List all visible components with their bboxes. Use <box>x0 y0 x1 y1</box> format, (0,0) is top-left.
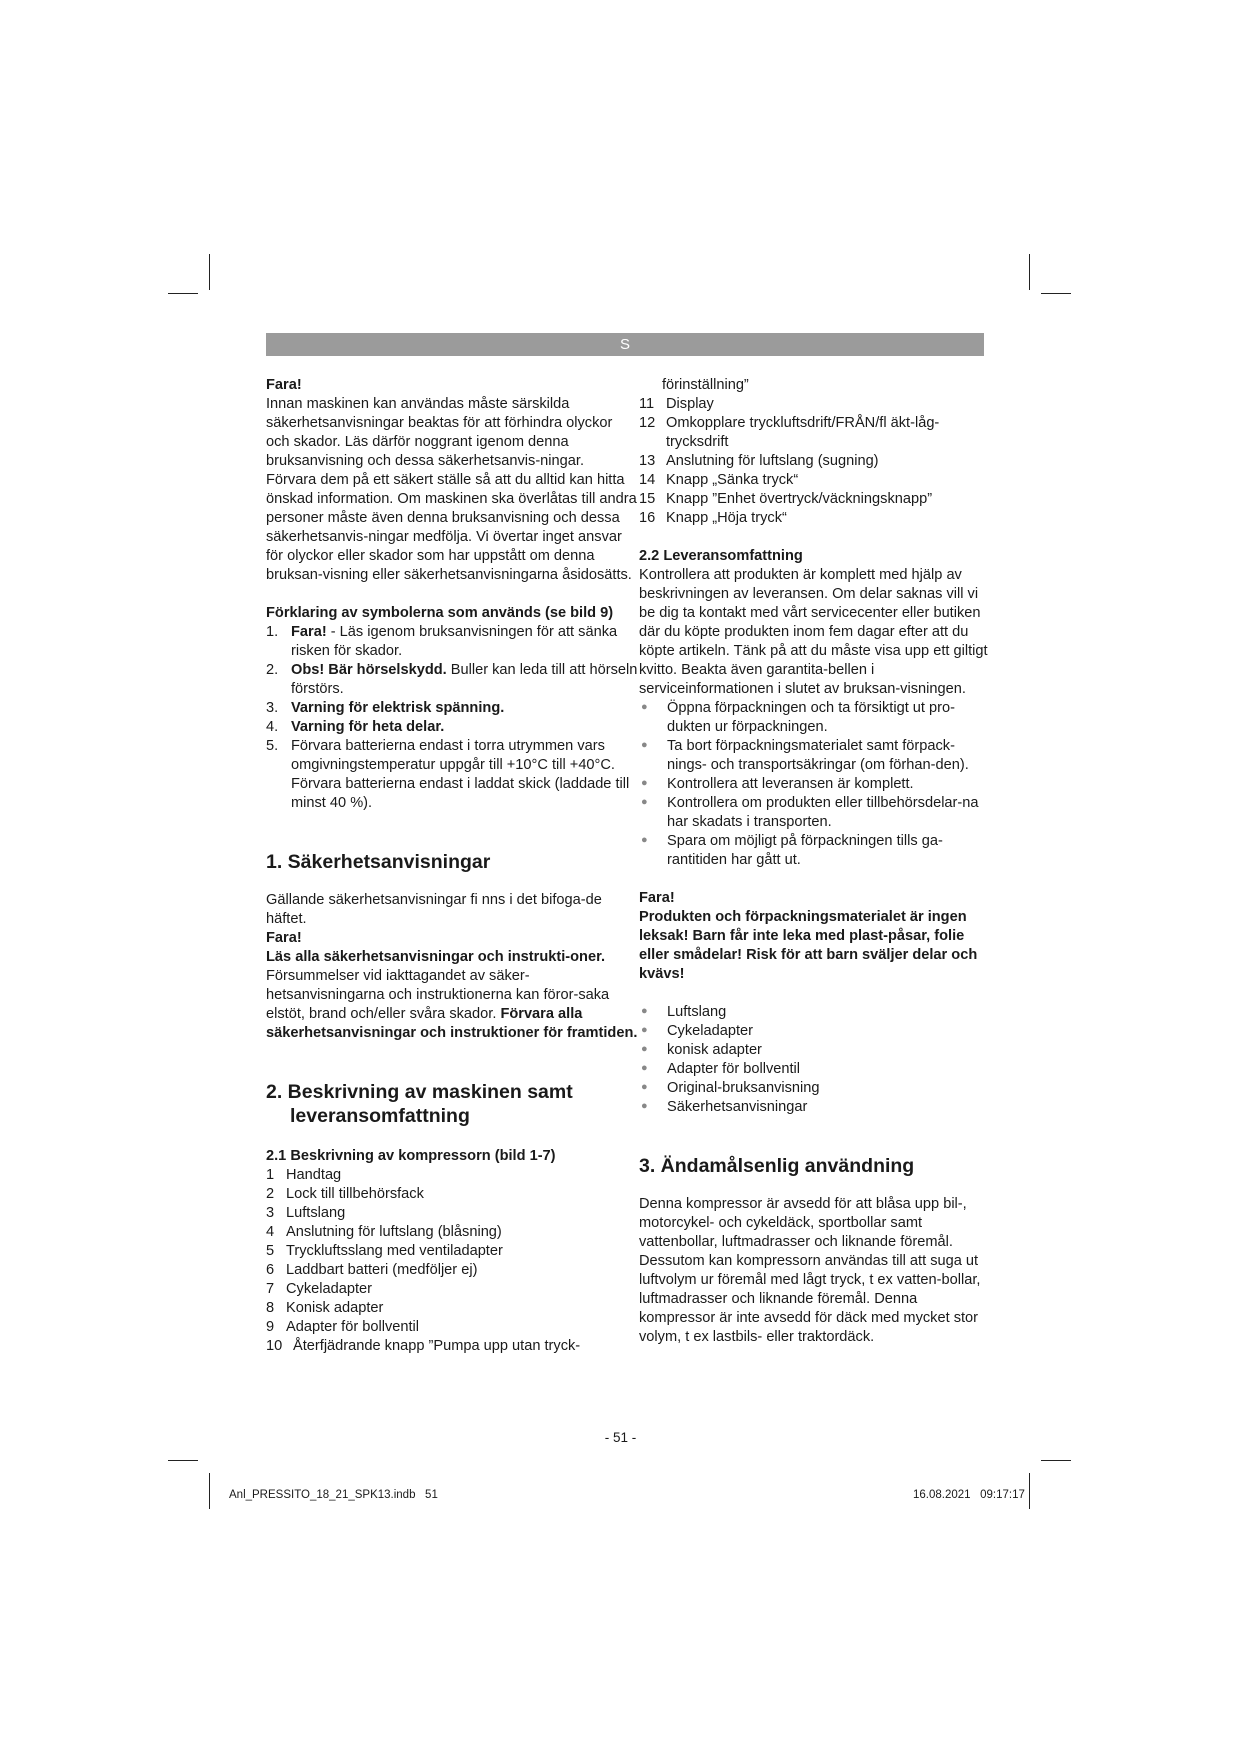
checklist-item <box>639 699 989 737</box>
part-name: Omkopplare tryckluftsdrift/FRÅN/fl äkt-låg-trycksdrift <box>666 415 940 450</box>
part-list-item <box>639 471 989 490</box>
delivery-item <box>639 1060 989 1079</box>
symbol-number: 5. <box>266 738 279 754</box>
symbol-text <box>291 623 638 661</box>
part-name: Återfjädrande knapp ”Pumpa upp utan tryck- <box>293 1338 581 1354</box>
crop-mark <box>1029 1473 1030 1509</box>
delivery-item <box>639 1041 989 1060</box>
part-number: 9 <box>266 1319 275 1335</box>
crop-mark <box>1041 293 1071 294</box>
symbol-list-item <box>266 623 638 661</box>
symbol-list-item <box>266 699 638 718</box>
part-list-item <box>266 1299 638 1318</box>
delivery-item-text: konisk adapter <box>667 1042 762 1058</box>
symbol-description: - Läs igenom bruksanvisningen för att sänka risken för skador. <box>291 624 618 659</box>
part-list-item <box>639 490 989 509</box>
part-number: 12 <box>639 415 656 431</box>
symbol-text <box>291 699 638 718</box>
part-name: Laddbart batteri (medföljer ej) <box>286 1262 478 1278</box>
part-list-item <box>266 1166 638 1185</box>
part-list-item <box>266 1280 638 1299</box>
crop-mark <box>1041 1460 1071 1461</box>
delivery-item <box>639 1003 989 1022</box>
delivery-item-text: Luftslang <box>667 1004 727 1020</box>
bullet-icon: ● <box>641 777 648 789</box>
parts-continuation: förinställning” <box>662 377 749 393</box>
section-2-heading-line-1: 2. Beskrivning av maskinen samt <box>266 1081 573 1103</box>
symbol-bold-label: Obs! Bär hörselskydd. <box>291 662 447 678</box>
section-1-text: Försummelser vid iakttagandet av säker-hetsanvisningarna och instruktionerna kan föror-saka elstöt, brand och/eller svåra skador. <box>266 968 610 1022</box>
parts-list-left <box>266 1166 638 1356</box>
delivery-item-text: Original-bruksanvisning <box>667 1080 820 1096</box>
crop-mark <box>1029 254 1030 290</box>
section-1-bold-intro: Läs alla säkerhetsanvisningar och instrukti-oner. <box>266 949 606 965</box>
section-2-2-title: 2.2 Leveransomfattning <box>639 548 803 564</box>
delivery-item <box>639 1098 989 1117</box>
part-name: Anslutning för luftslang (sugning) <box>666 453 879 469</box>
delivery-item-text: Säkerhetsanvisningar <box>667 1099 808 1115</box>
delivery-item-text: Adapter för bollventil <box>667 1061 801 1077</box>
part-number: 2 <box>266 1186 275 1202</box>
bullet-icon: ● <box>641 701 648 713</box>
unpacking-checklist <box>639 699 989 870</box>
bullet-icon: ● <box>641 796 648 808</box>
checklist-item <box>639 794 989 832</box>
crop-mark <box>209 254 210 290</box>
symbol-number: 4. <box>266 719 279 735</box>
symbol-description: Förvara batterierna endast i torra utrymmen vars omgivningstemperatur uppgår till +10°C till +40°C. Förvara batterierna endast i laddat skick (laddade till minst 40 %). <box>291 738 630 811</box>
symbol-bold-label: Varning för elektrisk spänning. <box>291 700 505 716</box>
section-2-2-paragraph: Kontrollera att produkten är komplett med hjälp av beskrivningen av leveransen. Om delar saknas vill vi be dig ta kontakt med vårt servicecenter eller butiken där du köpte produkten inom fem dagar efter att du köpte artikeln. Tänk på att du måste visa upp ett giltigt kvitto. Beakta även garantita-bellen i serviceinformationen i slutet av bruksan-visningen. <box>639 567 988 697</box>
symbol-list-item <box>266 718 638 737</box>
part-number: 3 <box>266 1205 275 1221</box>
symbol-number: 1. <box>266 624 279 640</box>
symbol-list-item <box>266 661 638 699</box>
part-name: Tryckluftsslang med ventiladapter <box>286 1243 503 1259</box>
right-column <box>639 376 989 1347</box>
part-number: 5 <box>266 1243 275 1259</box>
print-datetime: 16.08.2021 09:17:17 <box>913 1489 1025 1501</box>
bullet-icon: ● <box>641 739 648 751</box>
section-3-heading: 3. Ändamålsenlig användning <box>639 1155 915 1177</box>
part-name: Handtag <box>286 1167 342 1183</box>
left-column <box>266 376 638 1356</box>
symbol-description: Buller kan leda till att hörseln förstörs. <box>291 662 638 697</box>
bullet-icon: ● <box>641 834 648 846</box>
bullet-icon: ● <box>641 1062 648 1074</box>
checklist-item <box>639 737 989 775</box>
part-name: Konisk adapter <box>286 1300 384 1316</box>
part-number: 14 <box>639 472 656 488</box>
part-number: 4 <box>266 1224 275 1240</box>
part-list-item <box>266 1204 638 1223</box>
symbol-number: 2. <box>266 662 279 678</box>
checklist-item <box>639 775 989 794</box>
page-number: - 51 - <box>604 1430 637 1445</box>
part-list-item <box>639 509 989 528</box>
part-name: Cykeladapter <box>286 1281 372 1297</box>
part-name: Knapp „Sänka tryck“ <box>666 472 799 488</box>
part-list-item <box>266 1337 638 1356</box>
right-danger-paragraph: Produkten och förpackningsmaterialet är ingen leksak! Barn får inte leka med plast-påsar, folie eller smådelar! Risk för att barn sväljer delar och kvävs! <box>639 909 978 982</box>
symbol-text <box>291 737 638 813</box>
symbols-title: Förklaring av symbolerna som används (se bild 9) <box>266 605 614 621</box>
delivery-item <box>639 1079 989 1098</box>
part-number: 7 <box>266 1281 275 1297</box>
bullet-icon: ● <box>641 1005 648 1017</box>
section-1-instructions <box>266 948 638 1043</box>
checklist-item <box>639 832 989 870</box>
part-name: Display <box>666 396 714 412</box>
crop-mark <box>168 293 198 294</box>
file-slug: Anl_PRESSITO_18_21_SPK13.indb 51 <box>229 1489 438 1501</box>
part-number: 16 <box>639 510 656 526</box>
part-number: 6 <box>266 1262 275 1278</box>
part-list-item <box>266 1242 638 1261</box>
symbols-list <box>266 623 638 813</box>
section-1-heading: 1. Säkerhetsanvisningar <box>266 851 491 873</box>
part-list-item <box>266 1261 638 1280</box>
part-number: 8 <box>266 1300 275 1316</box>
section-2-heading <box>266 1080 638 1128</box>
part-name: Lock till tillbehörsfack <box>286 1186 424 1202</box>
part-name: Luftslang <box>286 1205 346 1221</box>
part-list-item <box>639 395 989 414</box>
section-3-paragraph: Denna kompressor är avsedd för att blåsa upp bil-, motorcykel- och cykeldäck, sportbollar samt vattenbollar, luftmadrasser och liknande föremål. Dessutom kan kompressorn användas till att suga ut luftvolym ur föremål med lågt tryck, t ex vatten-bollar, luftmadrasser och liknande föremål. Denna kompressor är inte avsedd för däck med mycket stor volym, t ex lastbils- eller traktordäck. <box>639 1196 981 1345</box>
symbol-text <box>291 661 638 699</box>
section-2-1-title: 2.1 Beskrivning av kompressorn (bild 1-7) <box>266 1148 556 1164</box>
symbol-list-item <box>266 737 638 813</box>
bullet-icon: ● <box>641 1100 648 1112</box>
symbol-bold-label: Varning för heta delar. <box>291 719 445 735</box>
section-1-paragraph: Gällande säkerhetsanvisningar fi nns i det bifoga-de häftet. <box>266 892 602 927</box>
checklist-item-text: Öppna förpackningen och ta försiktigt ut pro-dukten ur förpackningen. <box>667 700 955 735</box>
part-name: Adapter för bollventil <box>286 1319 420 1335</box>
right-danger-title: Fara! <box>639 890 675 906</box>
delivery-item <box>639 1022 989 1041</box>
part-name: Knapp „Höja tryck“ <box>666 510 787 526</box>
parts-list-right <box>639 395 989 528</box>
part-list-item <box>266 1223 638 1242</box>
section-2-heading-line-2: leveransomfattning <box>290 1105 470 1127</box>
checklist-item-text: Kontrollera att leveransen är komplett. <box>667 776 914 792</box>
delivery-contents-list <box>639 1003 989 1117</box>
delivery-item-text: Cykeladapter <box>667 1023 753 1039</box>
danger-paragraph: Innan maskinen kan användas måste särskilda säkerhetsanvisningar beaktas för att förhindra olyckor och skador. Läs därför noggrant igenom denna bruksanvisning och dessa säkerhetsanvis-ningar. Förvara dem på ett säkert ställe så att du alltid kan hitta önskad information. Om maskinen ska överlåtas till andra personer måste även denna bruksanvisning och dessa säkerhetsanvis-ningar medfölja. Vi övertar inget ansvar för olyckor eller skador som har uppstått om denna bruksan-visning eller säkerhetsanvisningarna åsidosätts. <box>266 396 637 583</box>
crop-mark <box>209 1473 210 1509</box>
checklist-item-text: Ta bort förpackningsmaterialet samt förpack-nings- och transportsäkringar (om förhan-den). <box>667 738 969 773</box>
checklist-item-text: Spara om möjligt på förpackningen tills ga-rantitiden har gått ut. <box>667 833 943 868</box>
symbol-bold-label: Fara! <box>291 624 327 640</box>
part-list-item <box>266 1185 638 1204</box>
section-1-danger-title: Fara! <box>266 930 302 946</box>
part-name: Anslutning för luftslang (blåsning) <box>286 1224 502 1240</box>
part-number: 10 <box>266 1338 283 1354</box>
language-header-bar <box>266 333 984 356</box>
bullet-icon: ● <box>641 1043 648 1055</box>
language-code: S <box>619 336 630 353</box>
bullet-icon: ● <box>641 1081 648 1093</box>
section-1-bold-outro: Förvara alla säkerhetsanvisningar och instruktioner för framtiden. <box>266 1006 638 1041</box>
part-list-item <box>266 1318 638 1337</box>
bullet-icon: ● <box>641 1024 648 1036</box>
symbol-text <box>291 718 638 737</box>
part-number: 11 <box>639 396 655 412</box>
part-list-item <box>639 452 989 471</box>
danger-title: Fara! <box>266 377 302 393</box>
part-number: 13 <box>639 453 656 469</box>
crop-mark <box>168 1460 198 1461</box>
part-number: 1 <box>266 1167 275 1183</box>
symbol-number: 3. <box>266 700 279 716</box>
part-list-item <box>639 414 989 452</box>
part-number: 15 <box>639 491 656 507</box>
checklist-item-text: Kontrollera om produkten eller tillbehörsdelar-na har skadats i transporten. <box>667 795 979 830</box>
part-name: Knapp ”Enhet övertryck/väckningsknapp” <box>666 491 933 507</box>
